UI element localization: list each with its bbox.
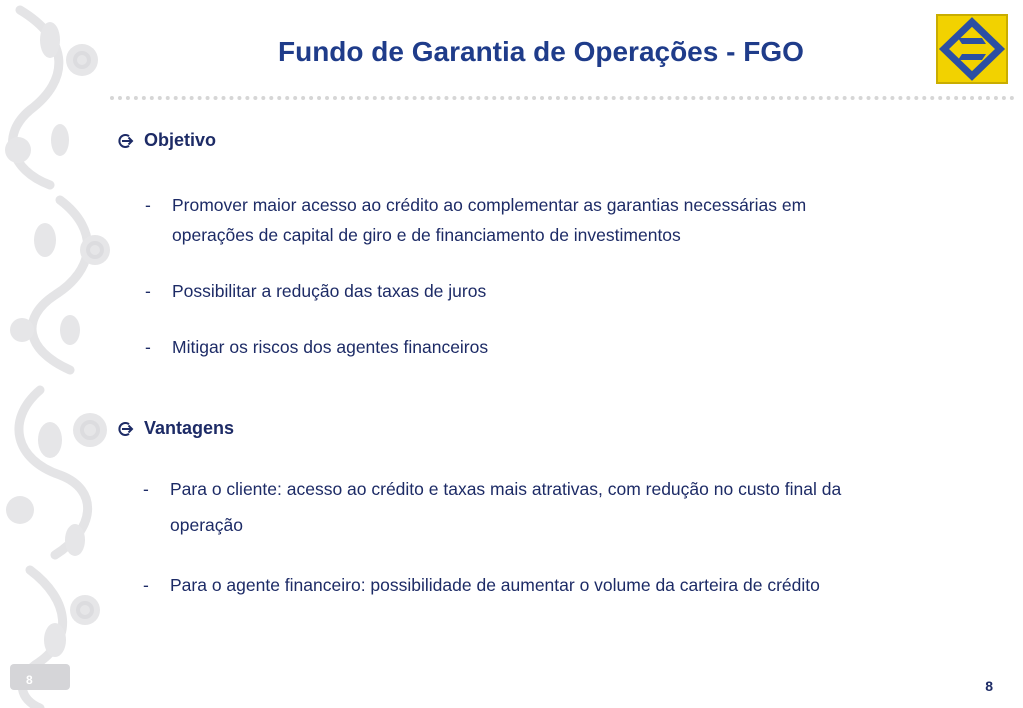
list-item-text [170,570,820,600]
list-item-line: Para o cliente: acesso ao crédito e taxas mais atrativas, com redução no custo final da [170,479,842,499]
list-item-text [170,471,841,543]
list-dash: - [145,337,151,357]
floral-ornament-icon [0,0,120,708]
list-item-text [172,276,486,306]
circle-arrow-icon [118,133,134,149]
section-heading-vantagens [118,418,234,439]
section-heading-label: Objetivo [144,130,217,150]
list-dash: - [145,195,151,215]
page-number-left: 8 [26,673,33,687]
list-item-line: Promover maior acesso ao crédito ao complementar as garantias necessárias em [172,195,807,215]
list-item-line: Para o agente financeiro: possibilidade de aumentar o volume da carteira de crédito [170,575,820,595]
header-divider [110,96,1015,100]
banco-do-brasil-logo-icon [936,14,1008,84]
section-heading-objetivo [118,130,216,151]
list-item-line: operações de capital de giro e de financiamento de investimentos [172,225,681,245]
list-item-text [172,190,806,250]
list-item-text [172,332,488,362]
list-dash: - [143,479,149,499]
section-heading-label: Vantagens [144,418,235,438]
list-item-line: Mitigar os riscos dos agentes financeiros [172,337,489,357]
circle-arrow-icon [118,421,134,437]
list-item-line: operação [170,515,243,535]
list-item-line: Possibilitar a redução das taxas de juros [172,281,487,301]
page-number: 8 [985,678,993,694]
list-dash: - [143,575,149,595]
page-title: Fundo de Garantia de Operações - FGO [278,36,804,67]
list-dash: - [145,281,151,301]
